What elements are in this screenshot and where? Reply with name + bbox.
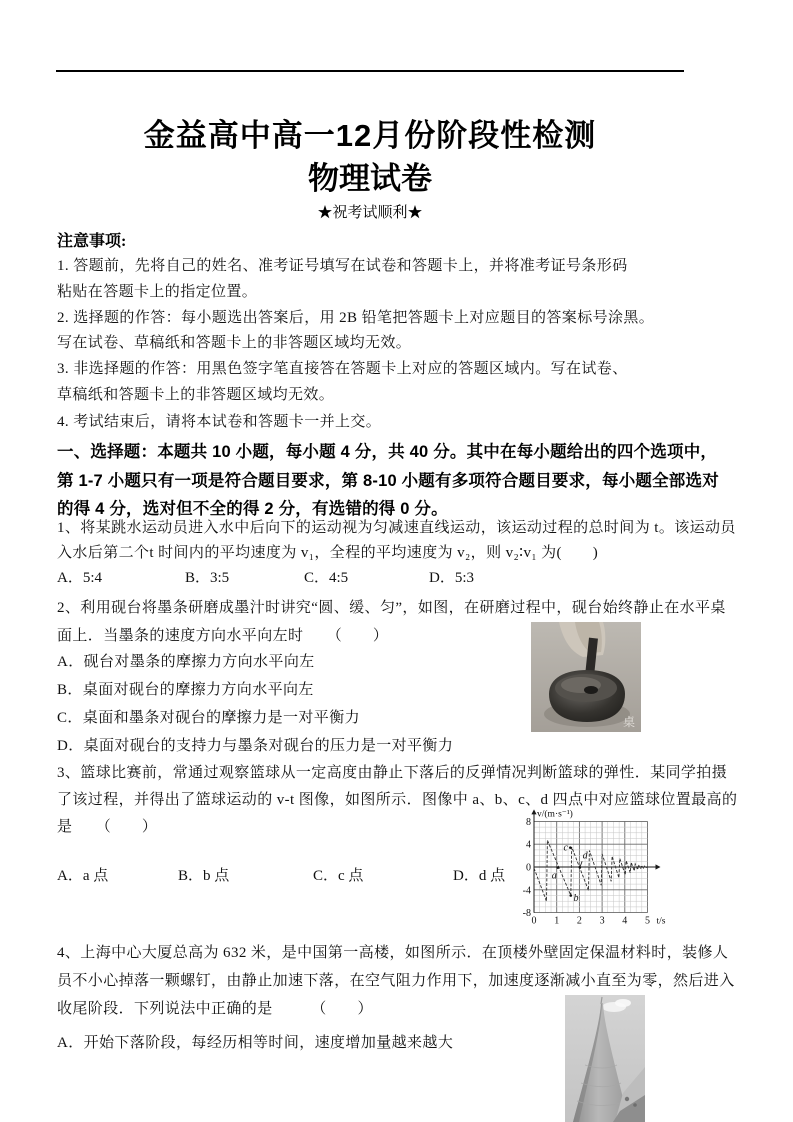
svg-text:-8: -8 [522,908,531,920]
inkstone-photo-caption: 桌 [622,715,635,729]
section-1-heading-line-3: 的得 4 分，选对但不全的得 2 分，有选错的得 0 分。 [57,500,448,518]
q1-line-2: 入水后第二个t 时间内的平均速度为 v₁，全程的平均速度为 v₂，则 v₂∶v₁ 为( ) [57,545,599,561]
svg-text:c: c [563,842,568,854]
svg-text:0: 0 [531,915,537,927]
q1-option-d: D．5:3 [429,570,475,586]
notice-heading: 注意事项: [57,233,127,250]
tower-photo [565,995,645,1122]
q1-options-row [0,566,793,588]
q2-line-2: 面上．当墨条的速度方向水平向左时 （ ） [57,628,389,644]
notice-item-3-line-1: 3. 非选择题的作答：用黑色签字笔直接答在答题卡上对应的答题区域内。写在试卷、 [57,361,628,377]
q4-option-a: A．开始下落阶段，每经历相等时间，速度增加量越来越大 [57,1035,454,1051]
q2-option-b: B．桌面对砚台的摩擦力方向水平向左 [57,682,314,698]
q3-line-1: 3、篮球比赛前，常通过观察篮球从一定高度由静止下落后的反弹情况判断篮球的弹性．某同学拍摄 [57,765,728,781]
svg-text:b: b [573,893,579,905]
svg-text:d: d [582,850,588,862]
svg-text:0: 0 [526,862,531,874]
q2-line-1: 2、利用砚台将墨条研磨成墨汁时讲究“圆、缓、匀”，如图，在研磨过程中，砚台始终静止在水平桌 [57,600,726,616]
q2-option-c: C．桌面和墨条对砚台的摩擦力是一对平衡力 [57,710,361,726]
svg-text:a: a [551,870,557,882]
q3-option-d: D．d 点 [453,868,506,884]
section-1-heading-line-2: 第 1-7 小题只有一项是符合题目要求，第 8-10 小题有多项符合题目要求，每小题全部选对 [57,472,719,490]
vt-graph-chart [518,804,718,930]
notice-item-4: 4. 考试结束后，请将本试卷和答题卡一并上交。 [57,414,382,430]
section-1-heading-line-1: 一、选择题：本题共 10 小题，每小题 4 分，共 40 分。其中在每小题给出的四个选项中， [57,443,718,461]
q3-line-3: 是 （ ） [57,819,158,835]
q2-option-a: A．砚台对墨条的摩擦力方向水平向左 [57,654,315,670]
q1-option-a: A．5:4 [57,570,103,586]
exam-subtitle: 物理试卷 [308,161,432,196]
q4-line-2: 员不小心掉落一颗螺钉，由静止加速下落，在空气阻力作用下，加速度逐渐减小直至为零，然后进入 [57,973,735,989]
exam-wish: ★祝考试顺利★ [317,205,423,221]
svg-text:-4: -4 [522,885,531,897]
svg-text:8: 8 [526,816,531,828]
svg-text:1: 1 [554,915,560,927]
q3-option-b: B．b 点 [178,868,230,884]
q3-line-2: 了该过程，并得出了篮球运动的 v-t 图像，如图所示．图像中 a、b、c、d 四点中对应篮球位置最高的 [57,792,738,808]
svg-text:2: 2 [576,915,582,927]
notice-item-2-line-2: 写在试卷、草稿纸和答题卡上的非答题区域均无效。 [57,335,412,351]
vt-graph-figure [518,804,718,930]
top-rule [56,70,684,72]
q4-line-3: 收尾阶段．下列说法中正确的是 （ ） [57,1001,373,1017]
q4-line-1: 4、上海中心大厦总高为 632 米，是中国第一高楼，如图所示．在顶楼外壁固定保温材料时，装修人 [57,945,729,961]
svg-text:3: 3 [599,915,605,927]
q1-option-b: B．3:5 [185,570,230,586]
q1-line-1: 1、将某跳水运动员进入水中后向下的运动视为匀减速直线运动，该运动过程的总时间为 t。该运动员 [57,520,736,536]
svg-text:5: 5 [645,915,650,927]
q1-option-c: C．4:5 [304,570,349,586]
shanghai-tower-illustration [565,995,645,1122]
inkstone-illustration [531,622,641,732]
svg-text:t/s: t/s [656,916,666,927]
svg-text:4: 4 [526,839,531,851]
q3-option-a: A．a 点 [57,868,109,884]
notice-item-2-line-1: 2. 选择题的作答：每小题选出答案后，用 2B 铅笔把答题卡上对应题目的答案标号涂黑。 [57,310,655,326]
notice-item-1-line-2: 粘贴在答题卡上的指定位置。 [57,284,258,300]
notice-item-1-line-1: 1. 答题前，先将自己的姓名、准考证号填写在试卷和答题卡上，并将准考证号条形码 [57,258,628,274]
svg-text:v/(m·s⁻¹): v/(m·s⁻¹) [537,809,573,820]
inkstone-photo [531,622,641,732]
svg-text:4: 4 [622,915,628,927]
exam-title: 金益高中高一12月份阶段性检测 [143,118,597,153]
q3-option-c: C．c 点 [313,868,364,884]
notice-item-3-line-2: 草稿纸和答题卡上的非答题区域均无效。 [57,387,335,403]
q2-option-d: D．桌面对砚台的支持力与墨条对砚台的压力是一对平衡力 [57,738,454,754]
